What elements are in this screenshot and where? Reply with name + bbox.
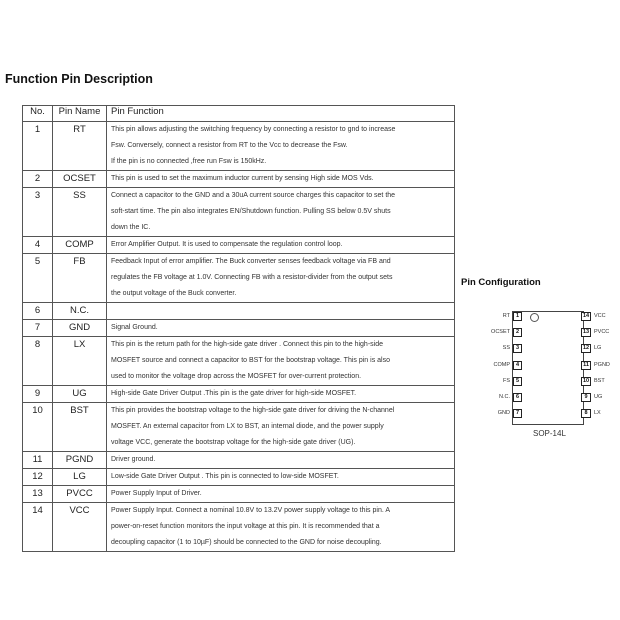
table-body — [23, 122, 455, 552]
left-pin-number: 7 — [513, 409, 522, 418]
table-row — [23, 486, 455, 503]
left-pin-number: 4 — [513, 361, 522, 370]
pin-name-cell: OCSET — [53, 171, 107, 188]
pin-function-cell — [107, 486, 455, 503]
right-pin-name: VCC — [594, 313, 606, 319]
right-pin-name: LX — [594, 410, 601, 416]
table-row — [23, 171, 455, 188]
function-text-line: Power Supply Input of Driver. — [111, 490, 202, 497]
pin-function-cell — [107, 303, 455, 320]
pin-name-cell: N.C. — [53, 303, 107, 320]
function-text-line: Connect a capacitor to the GND and a 30uA current source charges this capacitor to set the — [111, 192, 396, 199]
pin-number-cell: 5 — [23, 254, 53, 303]
function-text-line: MOSFET source and connect a capacitor to BST for the bootstrap voltage. This pin is also — [111, 357, 390, 364]
function-text-line: MOSFET. An external capacitor from LX to BST, an internal diode, and the power supply — [111, 423, 384, 430]
pin-name-cell: SS — [53, 188, 107, 237]
pin-number-cell: 12 — [23, 469, 53, 486]
table-row — [23, 303, 455, 320]
left-pin-number: 5 — [513, 377, 522, 386]
right-pin-number: 11 — [581, 361, 591, 370]
function-text-line: regulates the FB voltage at 1.0V. Connecting FB with a resistor-divider from the output sets — [111, 274, 393, 281]
table-row — [23, 469, 455, 486]
right-pin-number: 12 — [582, 345, 590, 351]
table-row — [23, 403, 455, 452]
section-title: Function Pin Description — [5, 72, 153, 86]
pin-name-cell: GND — [53, 320, 107, 337]
table-row — [23, 386, 455, 403]
pin-function-cell — [107, 171, 455, 188]
pin-number-cell: 6 — [23, 303, 53, 320]
function-text-line: If the pin is no connected ,free run Fsw is 150kHz. — [111, 158, 267, 165]
function-text-line: High-side Gate Driver Output .This pin is the gate driver for high-side MOSFET. — [111, 390, 357, 397]
pin-name-cell: VCC — [53, 503, 107, 552]
pin-number-cell: 13 — [23, 486, 53, 503]
ic-package-outline — [512, 311, 584, 425]
pin-number-cell: 8 — [23, 337, 53, 386]
function-text-line: power-on-reset function monitors the input voltage at this pin. It is recommended that a — [111, 523, 380, 530]
function-text-line: voltage VCC, generate the bootstrap voltage for the high-side gate driver (UG). — [111, 439, 356, 446]
function-text-line: Signal Ground. — [111, 324, 158, 331]
right-pin-number: 9 — [581, 393, 591, 402]
pin-function-cell — [107, 237, 455, 254]
pin-function-cell — [107, 469, 455, 486]
pin-number-cell: 14 — [23, 503, 53, 552]
function-text-line: the output voltage of the Buck converter. — [111, 290, 237, 297]
right-pin-number: 13 — [582, 329, 590, 335]
pin-name-cell: UG — [53, 386, 107, 403]
left-pin-name: FS — [502, 378, 510, 384]
right-pin-number: 8 — [581, 409, 591, 418]
left-pin-number: 2 — [513, 328, 522, 337]
pin-number-cell: 9 — [23, 386, 53, 403]
function-text-line: Driver ground. — [111, 456, 156, 463]
pin-function-cell — [107, 254, 455, 303]
left-pin-name: OCSET — [491, 329, 510, 335]
function-text-line: This pin is the return path for the high-side gate driver . Connect this pin to the high-side — [111, 341, 383, 348]
function-text-line: Power Supply Input. Connect a nominal 10.8V to 13.2V power supply voltage to this pin. A — [111, 507, 391, 514]
table-row — [23, 337, 455, 386]
pin-number-cell: 2 — [23, 171, 53, 188]
function-text-line: Error Amplifier Output. It is used to compensate the regulation control loop. — [111, 241, 343, 248]
function-text-line: This pin allows adjusting the switching frequency by connecting a resistor to gnd to increase — [111, 126, 396, 133]
pin-configuration-title: Pin Configuration — [461, 277, 541, 288]
pin-function-cell — [107, 503, 455, 552]
function-text-line: Fsw. Conversely, connect a resistor from RT to the Vcc to decrease the Fsw. — [111, 142, 348, 149]
left-pin-name: SS — [502, 345, 510, 351]
pin-function-cell — [107, 337, 455, 386]
right-pin-number: 14 — [582, 313, 590, 319]
table-row — [23, 254, 455, 303]
left-pin-name: RT — [502, 313, 510, 319]
pin-number-cell: 11 — [23, 452, 53, 469]
right-pin-number: 10 — [582, 378, 590, 384]
pin-name-cell: COMP — [53, 237, 107, 254]
function-text-line: used to monitor the voltage drop across the MOSFET for over-current protection. — [111, 373, 362, 380]
function-text-line: decoupling capacitor (1 to 10µF) should be connected to the GND for noise decoupling. — [111, 539, 382, 546]
left-pin-name: N.C. — [499, 394, 510, 400]
pin-description-table — [22, 105, 455, 552]
function-text-line: This pin provides the bootstrap voltage to the high-side gate driver for driving the N-channel — [111, 407, 395, 414]
pin-name-cell: LX — [53, 337, 107, 386]
pin-number-cell: 3 — [23, 188, 53, 237]
pin-name-cell: BST — [53, 403, 107, 452]
function-text-line: Feedback Input of error amplifier. The Buck converter senses feedback voltage via FB and — [111, 258, 391, 265]
pin-name-cell: LG — [53, 469, 107, 486]
function-text-line: This pin is used to set the maximum inductor current by sensing High side MOS Vds. — [111, 175, 374, 182]
pin-function-cell — [107, 386, 455, 403]
header-pin-name: Pin Name — [53, 106, 107, 122]
pin-name-cell: FB — [53, 254, 107, 303]
pin-function-cell — [107, 452, 455, 469]
table-row — [23, 237, 455, 254]
table-row — [23, 122, 455, 171]
table-row — [23, 188, 455, 237]
right-pin-name: UG — [594, 394, 603, 400]
header-pin-function: Pin Function — [107, 106, 455, 122]
table-row — [23, 503, 455, 552]
function-text-line: down the IC. — [111, 224, 151, 231]
right-pin-name: LG — [594, 345, 602, 351]
left-pin-number: 3 — [513, 344, 522, 353]
pin-number-cell: 7 — [23, 320, 53, 337]
pin-number-cell: 4 — [23, 237, 53, 254]
function-text-line: Low-side Gate Driver Output . This pin is connected to low-side MOSFET. — [111, 473, 339, 480]
table-row — [23, 452, 455, 469]
function-text-line: soft-start time. The pin also integrates EN/Shutdown function. Pulling SS below 0.5V shuts — [111, 208, 391, 215]
left-pin-number: 6 — [513, 393, 522, 402]
right-pin-name: BST — [594, 378, 605, 384]
pin-number-cell: 10 — [23, 403, 53, 452]
header-no: No. — [23, 106, 53, 122]
pin-name-cell: RT — [53, 122, 107, 171]
right-pin-name: PGND — [594, 362, 610, 368]
pin-function-cell — [107, 122, 455, 171]
left-pin-number: 1 — [513, 312, 522, 321]
pin-function-cell — [107, 403, 455, 452]
pin-name-cell: PGND — [53, 452, 107, 469]
function-text-line — [111, 303, 450, 319]
left-pin-name: GND — [497, 410, 510, 416]
pin1-notch-icon — [530, 313, 539, 322]
pin-number-cell: 1 — [23, 122, 53, 171]
right-pin-name: PVCC — [594, 329, 610, 335]
package-label: SOP-14L — [533, 429, 566, 438]
pin-name-cell: PVCC — [53, 486, 107, 503]
pin-function-cell — [107, 320, 455, 337]
left-pin-name: COMP — [493, 362, 510, 368]
table-header-row — [23, 106, 455, 122]
pin-function-cell — [107, 188, 455, 237]
table-row — [23, 320, 455, 337]
